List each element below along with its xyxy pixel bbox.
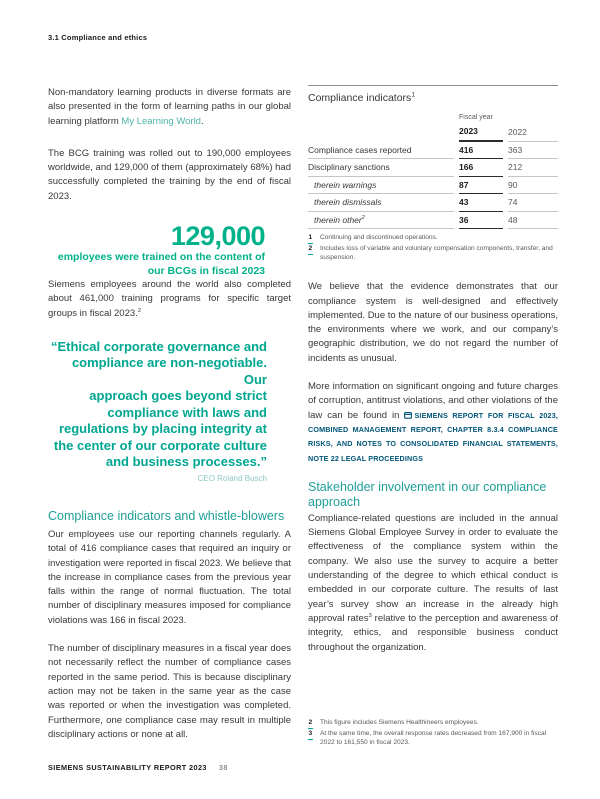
quote-line: regulations by placing integrity at [58,421,267,437]
quote-line: compliance with laws and [107,404,267,420]
paragraph-text: relative to the perception and awareness of integrity, ethics, and responsible business conduct throughout the organization. [308,612,559,653]
my-learning-world-link[interactable]: My Learning World [121,115,201,127]
value-2022: 74 [508,194,558,212]
page-footer [48,763,228,772]
footnote-marker-link[interactable]: 3 [308,730,313,740]
row-label: therein warnings [308,177,454,195]
report-link-text: SIEMENS REPORT FOR FISCAL 2023, COMBINED MANAGEMENT REPORT, CHAPTER 8.3.4 COMPLIANCE RISKS, AND NOTES TO CONSOLIDATED FINANCIAL STATEMENTS, NOTE 22 LEGAL PROCEEDINGS [308,410,558,463]
paragraph-text: Non-mandatory learning products in diverse formats are also presented in the form of learning paths in our global learning platform [48,87,291,127]
row-label-text: therein other [314,214,362,225]
footer-page-number: 38 [218,763,228,772]
paragraph-text: More information on significant ongoing and future charges of corruption, antitrust violations, and other violations of the law can be found in [308,381,558,421]
paragraph-bcg-training: The BCG training was rolled out to 190,000 employees worldwide, and 129,000 of them (approximately 68%) had successfully completed the training by the end of fiscal 2023. [48,147,291,202]
footnote-marker [308,234,320,244]
table-title [308,92,558,104]
paragraph-reporting-channels: Our employees use our reporting channels regularly. A total of 416 compliance cases that required an inquiry or investigation were reported in fiscal 2023. We believe that the increase in compliance cases from the previous year falls within the range of normal fluctuation. The total number of disciplinary measures imposed for compliance violations was 166 in fiscal 2023. [48,528,291,626]
value-2022: 363 [508,142,558,160]
quote-line: the center of our corporate culture [53,437,267,453]
row-label: Compliance cases reported [308,142,454,160]
section-label: 3.1 Compliance and ethics [48,33,148,42]
stat-caption-line2: our BCGs in fiscal 2023 [147,265,265,278]
table-row [308,177,558,195]
table-footnotes [308,234,558,262]
stat-value: 129,000 [170,221,265,252]
ceo-quote [48,339,291,483]
value-2023: 87 [459,177,503,195]
quote-line: “Ethical corporate governance and [50,338,267,354]
footnote-marker [308,719,320,729]
value-2023: 416 [459,142,503,160]
footnote-marker-link[interactable]: 2 [308,719,313,729]
stat-caption-line1: employees were trained on the content of [57,251,265,264]
footnote-marker [308,245,320,262]
table-row [308,142,558,160]
footnote [308,245,558,262]
row-footnote-ref: 2 [361,214,365,221]
heading-stakeholder-involvement: Stakeholder involvement in our compliance approach [308,479,547,509]
report-document-icon [404,412,412,419]
footnote-ref-2: 2 [137,307,142,314]
footnote-text: At the same time, the overall response rates decreased from 167,900 in fiscal 2022 to 161,550 in fiscal 2023. [320,730,547,746]
table-header-row [308,123,558,142]
value-2023: 36 [459,212,503,230]
footnote-ref-3: 3 [368,612,372,619]
fiscal-year-label: Fiscal year [459,114,493,121]
paragraph-training-programs [48,278,291,321]
stat-callout [48,222,291,278]
footnote-marker-link[interactable]: 2 [308,245,313,255]
left-column [48,86,291,760]
table-row [308,159,558,177]
paragraph-text: . [200,115,204,127]
value-2022: 48 [508,212,558,230]
footer-report-title: SIEMENS SUSTAINABILITY REPORT 2023 [48,763,207,772]
table-row [308,194,558,212]
value-2022: 212 [508,159,558,177]
value-2022: 90 [508,177,558,195]
footnote-text: Includes loss of variable and voluntary compensation components, transfer, and suspension. [320,245,553,261]
footnote-text: Continuing and discontinued operations. [320,234,438,241]
paragraph-stakeholder [308,512,558,655]
row-label [308,212,454,230]
paragraph-more-information [308,380,558,466]
paragraph-learning-products [48,86,291,129]
row-label: Disciplinary sanctions [308,159,454,177]
column-header-2023: 2023 [459,123,503,142]
table-title-text: Compliance indicators [308,92,412,104]
footnote [308,719,558,729]
compliance-indicators-table [303,123,563,229]
column-header-2022: 2022 [508,123,558,142]
value-2023: 166 [459,159,503,177]
table-row [308,212,558,230]
paragraph-text: Siemens employees around the world also completed about 461,000 training programs for specific target groups in fiscal 2023. [48,279,291,319]
quote-attribution: CEO Roland Busch [197,473,267,483]
right-column [308,85,558,673]
compliance-indicators-table-block [308,85,558,262]
footnote-marker [308,730,320,747]
footnote [308,730,558,747]
table-title-footnote-ref: 1 [411,91,415,99]
quote-line: and business processes.” [105,454,267,470]
footnote-text: This figure includes Siemens Healthineers employees. [320,719,479,726]
header-empty-cell [308,123,454,142]
heading-compliance-indicators: Compliance indicators and whistle-blowers [48,508,285,523]
quote-line: compliance are non-negotiable. Our [71,355,267,387]
row-label: therein dismissals [308,194,454,212]
paragraph-text: Compliance-related questions are included in the annual Siemens Global Employee Survey in order to evaluate the effectiveness of the compliance system within the company. We also use the survey to acquire a better understanding of the degree to which ethical conduct is embedded in our corporate culture. The results of last year’s survey show an increase in the already high approval rates [308,512,558,624]
quote-line: approach goes beyond strict [89,388,267,404]
footnote [308,234,558,244]
paragraph-evidence: We believe that the evidence demonstrates that our compliance system is well-designed and effectively implemented. Due to the nature of our business operations, the environments where we work, and our company’s geographic distribution, we do not regard the number of incidents as unusual. [308,281,558,364]
footnote-marker-link[interactable]: 1 [308,234,313,244]
value-2023: 43 [459,194,503,212]
paragraph-disciplinary-measures: The number of disciplinary measures in a fiscal year does not necessarily reflect the number of compliance cases reported in the same period. This is because disciplinary action may not be taken in the same year as the case was reported or when the investigation was completed. Furthermore, one compliance case may result in multiple disciplinary actions or none at all. [48,643,291,740]
page-footnotes [308,719,558,748]
